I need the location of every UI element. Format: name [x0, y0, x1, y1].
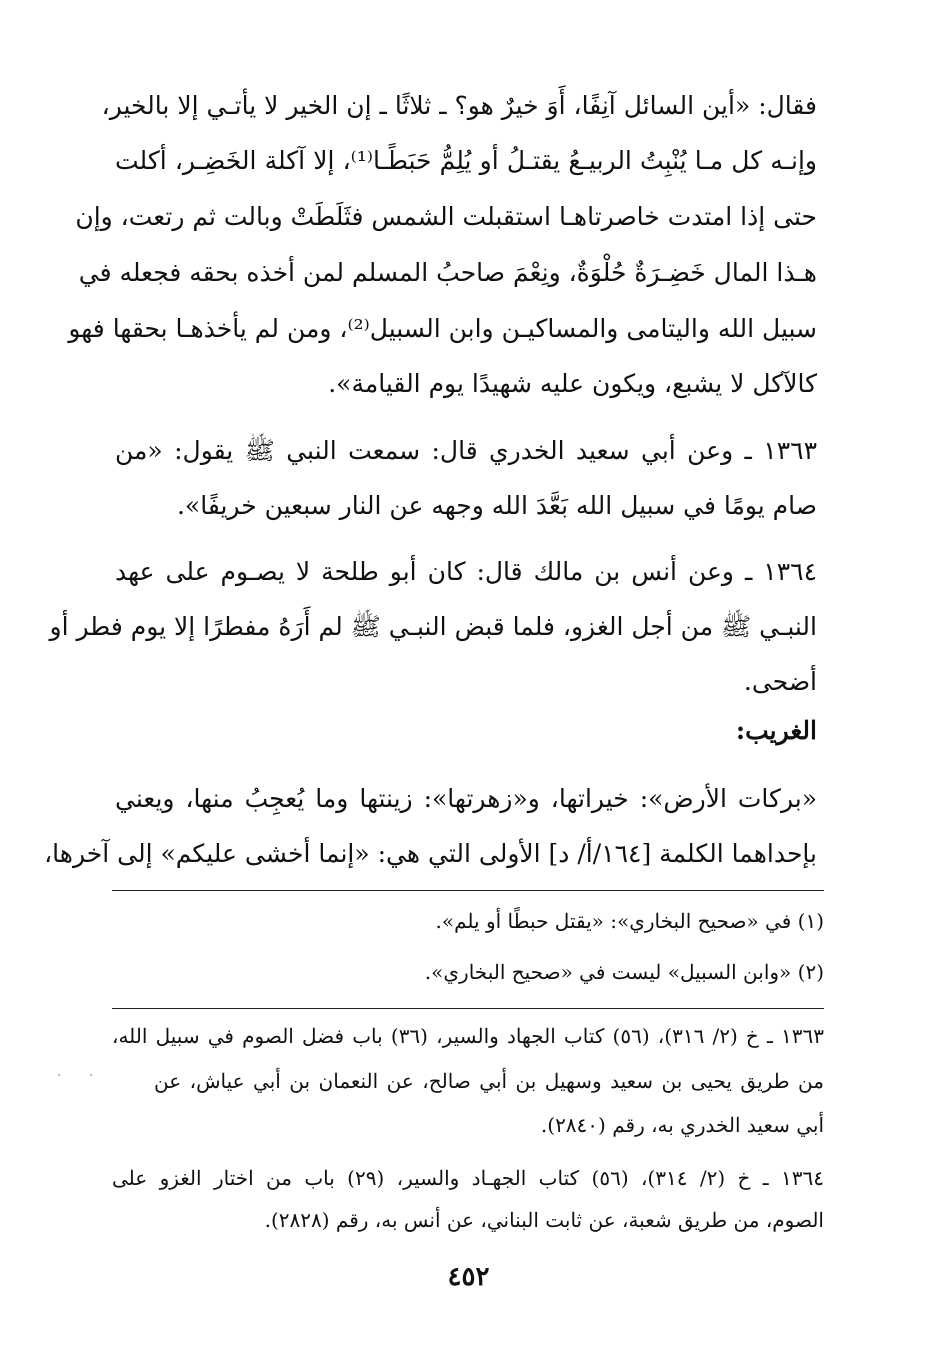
hadith-1364-line: النبـي ﷺ من أجل الغزو، فلما قبض النبـي ﷺ لم أَرَهُ مفطرًا إلا يوم فطر أو [49, 612, 817, 641]
scan-speck [90, 1074, 92, 1076]
hadith-1363-line: ١٣٦٣ ـ وعن أبي سعيد الخدري قال: سمعت النبي ﷺ يقول: «من [115, 436, 817, 465]
gharib-line: «بركات الأرض»: خيراتها، و«زهرتها»: زينتها وما يُعجِبُ منها، ويعني [115, 784, 817, 813]
hadith-1364-line: أضحى. [743, 667, 817, 696]
source-1363-line: أبي سعيد الخدري به، رقم (٢٨٤٠). [540, 1113, 824, 1137]
hadith-1364-line: ١٣٦٤ ـ وعن أنس بن مالك قال: كان أبو طلحة لا يصـوم على عهد [115, 557, 817, 586]
footnote-separator [112, 890, 824, 891]
body-line: كالآكل لا يشبع، ويكون عليه شهيدًا يوم القيامة». [328, 369, 817, 398]
page-number: ٤٥٢ [447, 1262, 490, 1292]
footnote-2: (٢) «وابن السبيل» ليست في «صحيح البخاري». [424, 960, 824, 984]
source-1363-line: من طريق يحيى بن سعيد وسهيل بن أبي صالح، عن النعمان بن أبي عياش، عن [154, 1069, 824, 1093]
scan-speck [58, 1074, 60, 1076]
hadith-1363-line: صام يومًا في سبيل الله بَعَّدَ الله وجهه عن النار سبعين خريفًا». [176, 491, 817, 520]
gharib-heading: الغريب: [735, 716, 817, 745]
source-1363-line: ١٣٦٣ ـ خ (٢/ ٣١٦)، (٥٦) كتاب الجهاد والسير، (٣٦) باب فضل الصوم في سبيل الله، [112, 1024, 824, 1048]
body-line: سبيل الله واليتامى والمساكيـن وابن السبيل⁽²⁾، ومن لم يأخذهـا بحقها فهو [68, 314, 817, 343]
gharib-line: بإحداهما الكلمة [١٦٤/أ/ د] الأولى التي هي: «إنما أخشى عليكم» إلى آخرها، [44, 839, 817, 868]
source-1364-line: الصوم، من طريق شعبة، عن ثابت البناني، عن أنس به، رقم (٢٨٢٨). [264, 1208, 824, 1232]
source-1364-line: ١٣٦٤ ـ خ (٢/ ٣١٤)، (٥٦) كتاب الجهـاد والسير، (٢٩) باب من اختار الغزو على [112, 1166, 824, 1190]
body-line: فقال: «أين السائل آنِفًا، أَوَ خيرٌ هو؟ ـ ثلاثًا ـ إن الخير لا يأتـي إلا بالخير، [101, 91, 817, 120]
footnote-1: (١) في «صحيح البخاري»: «يقتل حبطًا أو يلم». [435, 909, 824, 933]
body-line: وإنـه كل مـا يُنْبِتُ الربيـعُ يقتـلُ أو يُلِمُّ حَبَطًـا⁽¹⁾، إلا آكلة الخَضِـر، أكلت [115, 146, 817, 175]
body-line: هـذا المال خَضِـرَةٌ حُلْوَةٌ، ونِعْمَ صاحبُ المسلم لمن أخذه بحقه فجعله في [78, 258, 817, 287]
sources-separator [112, 1008, 824, 1009]
body-line: حتى إذا امتدت خاصرتاهـا استقبلت الشمس فثَلَطَتْ وبالت ثم رتعت، وإن [75, 202, 817, 231]
